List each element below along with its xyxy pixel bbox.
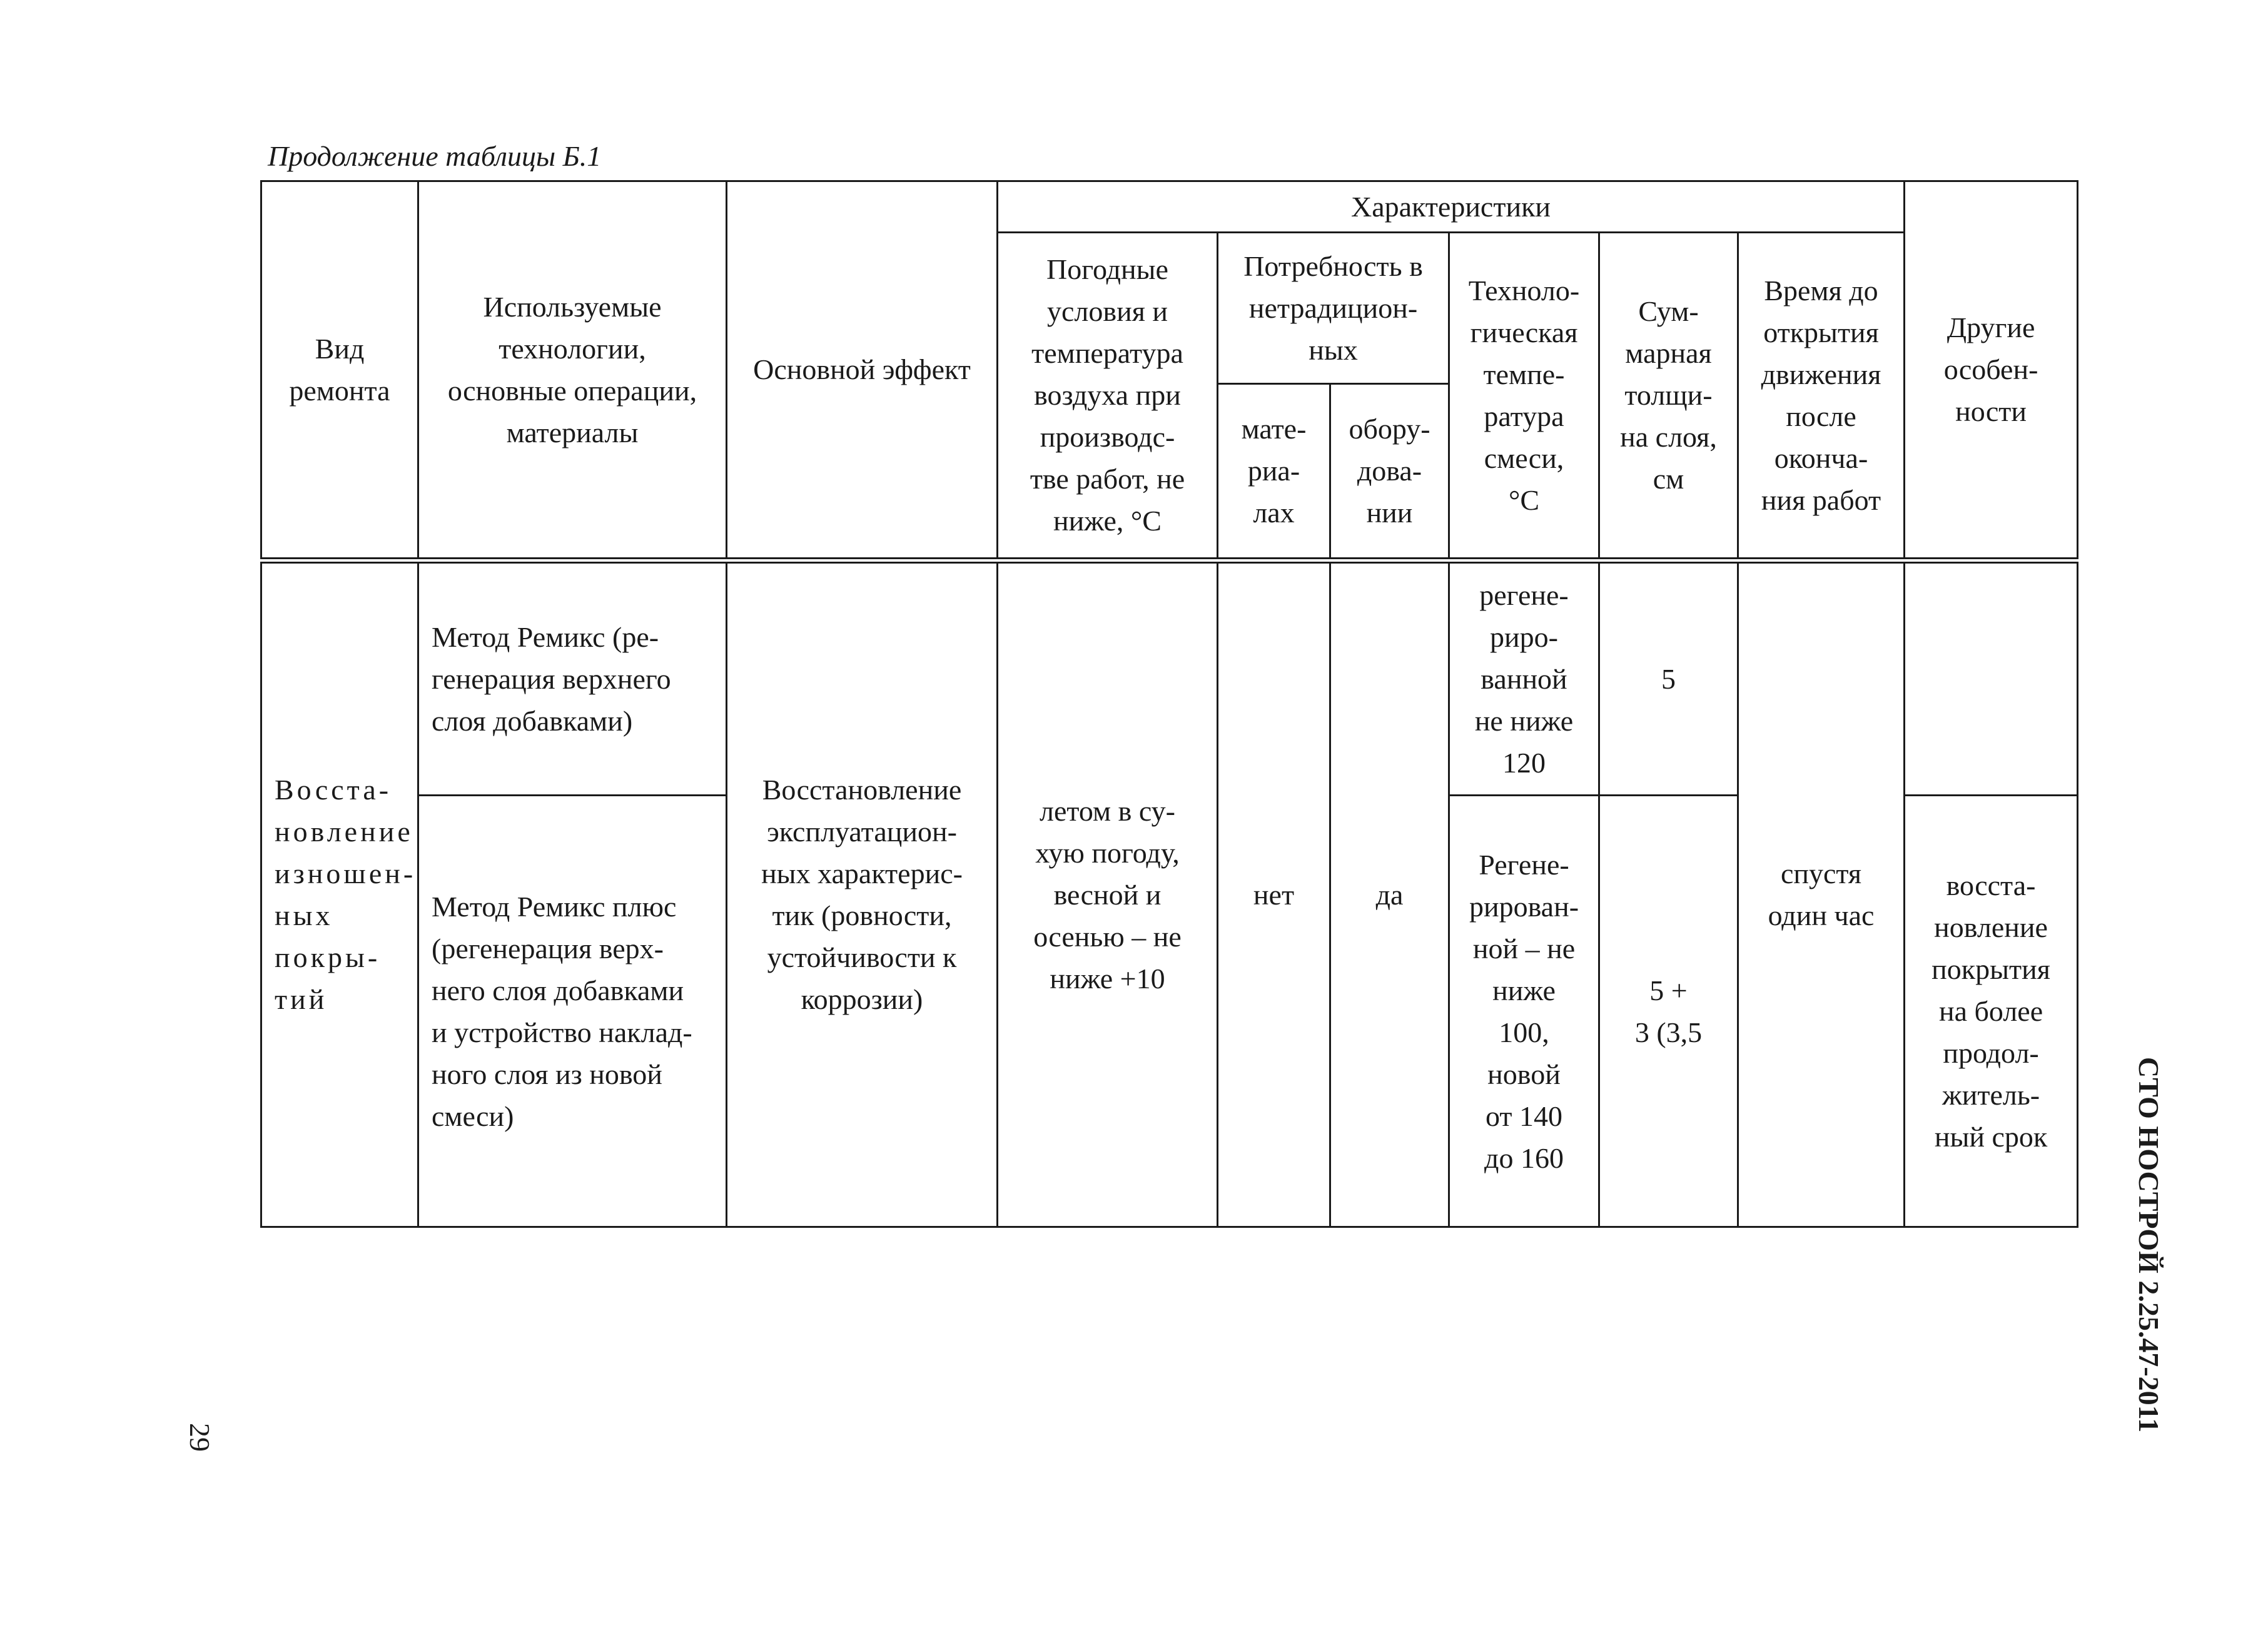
cell-remix-plus-other: восста- новление покрытия на более продол- житель- ный срок bbox=[1905, 796, 2078, 1227]
cell-remix-plus-thickness: 5 + 3 (3,5 bbox=[1599, 796, 1738, 1227]
header-weather-conditions: Погодные условия и температура воздуха при производс- тве работ, не ниже, °С bbox=[998, 233, 1218, 560]
header-main-effect: Основной эффект bbox=[727, 181, 998, 560]
cell-remix-method: Метод Ремикс (ре- генерация верхнего слоя добавками) bbox=[418, 560, 727, 796]
cell-remix-plus-temperature: Регене- рирован- ной – не ниже 100, новой от 140 до 160 bbox=[1449, 796, 1599, 1227]
table-caption: Продолжение таблицы Б.1 bbox=[268, 140, 602, 172]
header-mix-temperature: Техноло- гическая темпе- ратура смеси, °С bbox=[1449, 233, 1599, 560]
header-row-1 bbox=[261, 181, 2078, 233]
cell-opening-time: спустя один час bbox=[1738, 560, 1905, 1227]
header-opening-time: Время до открытия движения после оконча- ния работ bbox=[1738, 233, 1905, 560]
header-other-features: Другие особен- ности bbox=[1905, 181, 2078, 560]
page-number: 29 bbox=[184, 1423, 216, 1452]
header-characteristics: Характеристики bbox=[998, 181, 1905, 233]
cell-remix-other bbox=[1905, 560, 2078, 796]
header-technologies: Используемые технологии, основные операции, материалы bbox=[418, 181, 727, 560]
cell-remix-plus-method: Метод Ремикс плюс (регенерация верх- него слоя добавками и устройство наклад- ного слоя из новой смеси) bbox=[418, 796, 727, 1227]
header-nonstandard-needs: Потребность в нетрадицион- ных bbox=[1218, 233, 1449, 384]
repair-technologies-table bbox=[260, 180, 2078, 1228]
standard-identifier: СТО НОСТРОЙ 2.25.47-2011 bbox=[2133, 1056, 2165, 1433]
cell-main-effect: Восстановление эксплуатацион- ных характерис- тик (ровности, устойчивости к коррозии) bbox=[727, 560, 998, 1227]
header-materials: мате- риа- лах bbox=[1218, 384, 1330, 560]
cell-remix-thickness: 5 bbox=[1599, 560, 1738, 796]
cell-equipment: да bbox=[1330, 560, 1449, 1227]
header-equipment: обору- дова- нии bbox=[1330, 384, 1449, 560]
header-layer-thickness: Сум- марная толщи- на слоя, см bbox=[1599, 233, 1738, 560]
table-row bbox=[261, 560, 2078, 796]
header-repair-type: Вид ремонта bbox=[261, 181, 418, 560]
cell-materials: нет bbox=[1218, 560, 1330, 1227]
cell-remix-temperature: регене- риро- ванной не ниже 120 bbox=[1449, 560, 1599, 796]
cell-weather: летом в су- хую погоду, весной и осенью – не ниже +10 bbox=[998, 560, 1218, 1227]
cell-repair-type: Восста- новление изношен- ных покры- тий bbox=[261, 560, 418, 1227]
